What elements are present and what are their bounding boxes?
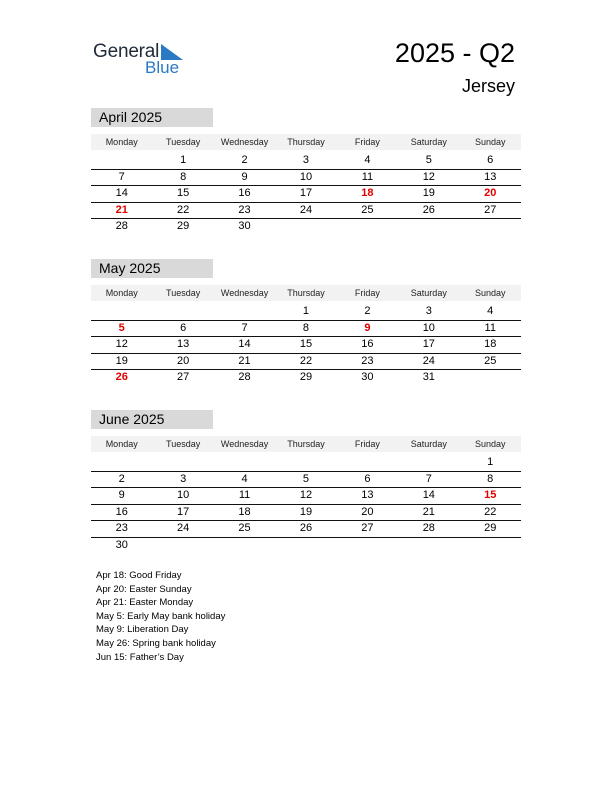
week-row	[91, 521, 521, 538]
week-row	[91, 304, 521, 321]
date-cell	[460, 219, 521, 236]
weekday-header: Saturday	[410, 439, 447, 449]
date-cell: 27	[484, 203, 497, 216]
weekday-header-row	[91, 134, 521, 150]
date-cell: 22	[177, 203, 190, 216]
date-cell: 11	[484, 321, 496, 334]
date-cell: 26	[422, 203, 435, 216]
date-cell: 16	[238, 187, 251, 200]
date-cell: 21	[238, 354, 251, 367]
date-cell: 20	[177, 354, 190, 367]
week-row	[91, 153, 521, 170]
date-cell: 1	[487, 456, 494, 468]
date-cell	[214, 455, 275, 471]
date-cell: 13	[484, 170, 497, 183]
date-cell: 29	[484, 522, 497, 535]
weekday-header-row	[91, 436, 521, 452]
date-cell: 3	[180, 472, 187, 485]
holiday-date-cell: 18	[361, 187, 374, 200]
date-cell: 7	[425, 472, 432, 485]
date-cell: 19	[299, 505, 313, 518]
weekday-header: Sunday	[474, 439, 506, 449]
logo-text-general: General	[93, 41, 160, 62]
date-cell: 21	[422, 505, 435, 518]
date-cell: 22	[299, 354, 313, 367]
date-cell: 28	[115, 220, 128, 233]
week-row	[91, 488, 521, 505]
date-cell	[460, 538, 521, 555]
date-cell: 30	[361, 371, 374, 384]
date-cell	[152, 304, 213, 320]
date-cell: 10	[299, 170, 313, 183]
region-name: Jersey	[461, 76, 515, 96]
date-cell	[460, 370, 521, 387]
weekday-header: Monday	[105, 288, 138, 298]
date-cell: 19	[422, 187, 435, 200]
date-cell: 27	[177, 371, 190, 384]
month-label: June 2025	[91, 410, 213, 429]
date-cell: 15	[299, 338, 313, 351]
holiday-date-cell: 20	[484, 187, 497, 200]
date-cell: 4	[241, 472, 248, 485]
date-cell: 15	[177, 187, 190, 200]
week-row	[91, 203, 521, 220]
week-row	[91, 170, 521, 187]
date-cell: 18	[484, 338, 497, 351]
week-row	[91, 505, 521, 522]
date-cell: 23	[238, 203, 251, 216]
weekday-header: Friday	[354, 137, 380, 147]
weekday-header: Wednesday	[220, 137, 269, 147]
date-cell: 13	[177, 338, 190, 351]
weekday-header: Sunday	[474, 288, 506, 298]
week-row	[91, 370, 521, 387]
date-cell: 24	[422, 354, 435, 367]
page-title: 2025 - Q2	[394, 38, 515, 68]
date-cell: 25	[238, 522, 251, 535]
week-row	[91, 455, 521, 472]
weekday-header: Saturday	[410, 137, 447, 147]
date-cell: 29	[299, 371, 313, 384]
week-row	[91, 186, 521, 203]
date-cell: 6	[487, 154, 494, 166]
holiday-note: May 5: Early May bank holiday	[96, 610, 226, 622]
holiday-note: Jun 15: Father’s Day	[96, 651, 184, 663]
weekday-header: Monday	[105, 439, 138, 449]
date-cell: 2	[118, 472, 125, 485]
date-cell: 5	[302, 472, 310, 485]
date-cell: 9	[118, 489, 125, 502]
weekday-header: Friday	[354, 288, 380, 298]
date-cell: 5	[425, 154, 432, 166]
date-cell: 14	[238, 338, 251, 351]
date-cell: 4	[487, 305, 494, 317]
date-cell: 11	[361, 170, 374, 183]
date-cell: 25	[484, 354, 497, 367]
weekday-header: Tuesday	[166, 137, 201, 147]
weekday-header: Monday	[105, 137, 138, 147]
date-cell: 28	[422, 522, 435, 535]
date-cell	[275, 219, 336, 236]
weekday-header: Sunday	[474, 137, 506, 147]
date-cell	[337, 538, 398, 555]
date-cell	[275, 538, 336, 555]
date-cell	[91, 153, 152, 169]
holiday-date-cell: 26	[115, 371, 128, 384]
date-cell: 12	[115, 338, 128, 351]
date-cell	[398, 455, 459, 471]
date-cell: 14	[422, 489, 435, 502]
holiday-note: Apr 20: Easter Sunday	[96, 583, 192, 595]
date-cell: 3	[302, 154, 310, 166]
date-cell	[398, 538, 459, 555]
date-cell: 20	[361, 505, 374, 518]
date-cell: 22	[484, 505, 497, 518]
date-cell: 8	[302, 321, 310, 334]
date-cell: 18	[238, 505, 251, 518]
month-label: May 2025	[91, 259, 213, 278]
date-cell	[214, 538, 275, 555]
date-cell: 10	[422, 321, 435, 334]
date-cell: 11	[238, 489, 251, 502]
week-row	[91, 354, 521, 371]
date-cell: 17	[177, 505, 190, 518]
date-cell: 17	[422, 338, 435, 351]
date-cell: 10	[177, 489, 190, 502]
date-cell: 25	[361, 203, 374, 216]
weekday-header: Tuesday	[166, 288, 201, 298]
weekday-header: Wednesday	[220, 439, 269, 449]
holiday-date-cell: 5	[118, 321, 125, 334]
weekday-header-row	[91, 285, 521, 301]
holiday-notes-list	[96, 569, 225, 664]
holiday-note: May 26: Spring bank holiday	[96, 637, 216, 649]
date-cell: 23	[115, 522, 128, 535]
holiday-note: May 9: Liberation Day	[96, 624, 189, 636]
date-cell: 12	[422, 170, 435, 183]
holiday-date-cell: 15	[484, 489, 497, 502]
date-cell	[337, 219, 398, 236]
date-cell: 17	[299, 187, 313, 200]
date-cell: 8	[180, 170, 187, 183]
date-cell: 7	[118, 170, 125, 183]
date-cell	[152, 455, 213, 471]
date-cell: 2	[364, 305, 371, 317]
date-cell: 4	[364, 154, 371, 166]
date-cell: 31	[422, 371, 435, 384]
week-row	[91, 321, 521, 338]
date-cell	[214, 304, 275, 320]
date-cell: 6	[180, 321, 187, 334]
weekday-header: Thursday	[287, 288, 325, 298]
date-cell: 19	[115, 354, 128, 367]
date-cell: 7	[241, 321, 248, 334]
date-cell: 16	[361, 338, 374, 351]
date-cell: 29	[177, 220, 190, 233]
date-cell: 9	[241, 170, 248, 183]
date-cell: 1	[302, 305, 310, 317]
week-row	[91, 472, 521, 489]
weekday-header: Tuesday	[166, 439, 201, 449]
week-row	[91, 337, 521, 354]
holiday-note: Apr 21: Easter Monday	[96, 597, 194, 609]
date-cell: 12	[299, 489, 313, 502]
date-cell	[337, 455, 398, 471]
weekday-header: Thursday	[287, 439, 325, 449]
weekday-header: Thursday	[287, 137, 325, 147]
date-cell: 8	[487, 472, 494, 485]
date-cell: 28	[238, 371, 251, 384]
date-cell: 2	[241, 154, 248, 166]
date-cell	[91, 455, 152, 471]
general-blue-logo	[93, 41, 193, 77]
holiday-note: Apr 18: Good Friday	[96, 570, 182, 581]
date-cell: 24	[177, 522, 190, 535]
date-cell: 3	[425, 305, 432, 317]
date-cell: 30	[238, 220, 251, 233]
date-cell: 23	[361, 354, 374, 367]
logo-text-blue: Blue	[145, 58, 180, 77]
holiday-date-cell: 21	[115, 203, 128, 216]
week-row	[91, 219, 521, 236]
date-cell: 13	[361, 489, 374, 502]
weekday-header: Wednesday	[220, 288, 269, 298]
month-block	[91, 410, 521, 555]
date-cell: 14	[115, 187, 128, 200]
date-cell	[152, 538, 213, 555]
date-cell: 30	[115, 538, 128, 551]
date-cell	[398, 219, 459, 236]
month-label: April 2025	[91, 108, 213, 127]
date-cell: 24	[299, 203, 313, 216]
weekday-header: Friday	[354, 439, 380, 449]
month-block	[91, 108, 521, 236]
date-cell: 16	[115, 505, 128, 518]
date-cell	[275, 455, 336, 471]
date-cell: 26	[299, 522, 313, 535]
month-block	[91, 259, 521, 387]
weekday-header: Saturday	[410, 288, 447, 298]
week-row	[91, 538, 521, 555]
date-cell: 27	[361, 522, 374, 535]
holiday-date-cell: 9	[364, 321, 371, 334]
date-cell: 6	[364, 472, 371, 485]
date-cell	[91, 304, 152, 320]
date-cell: 1	[180, 154, 187, 166]
